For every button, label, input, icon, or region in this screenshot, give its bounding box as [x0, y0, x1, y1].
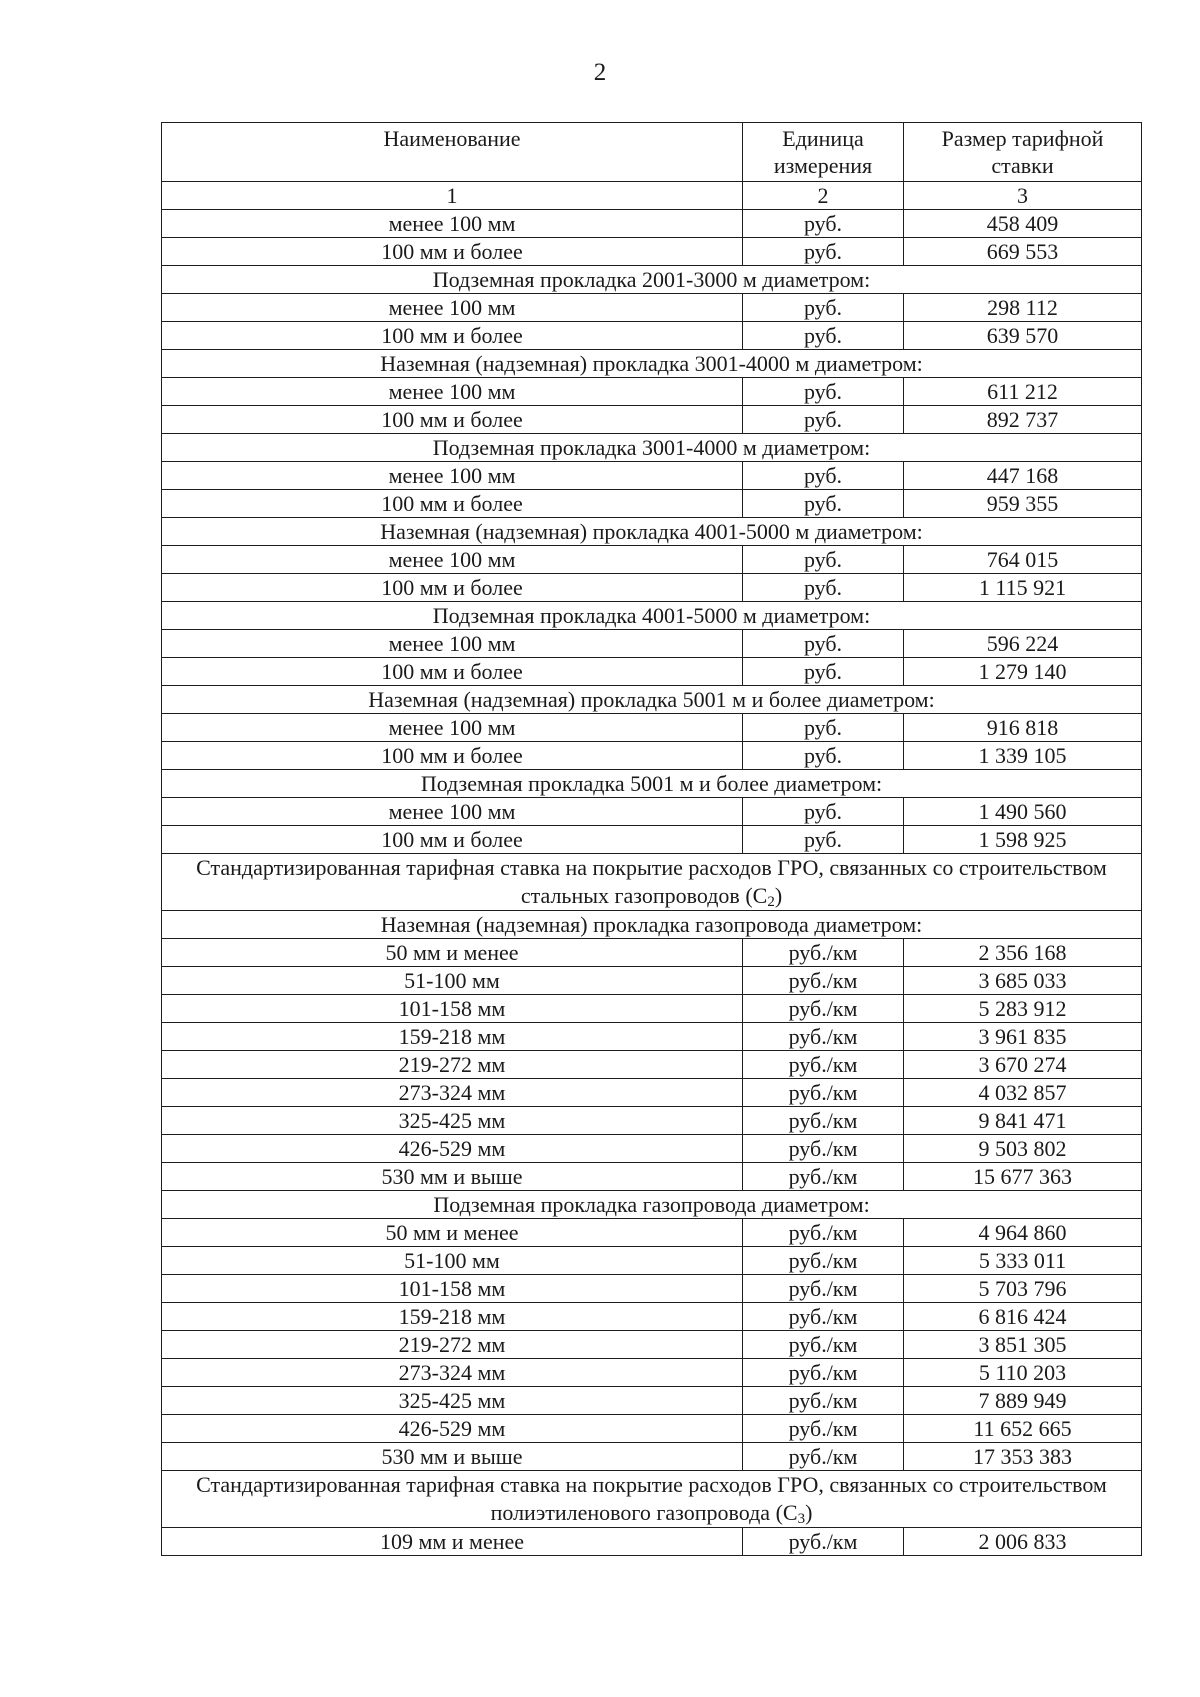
row-name-cell: менее 100 мм — [162, 378, 743, 406]
column-number: 3 — [904, 182, 1142, 210]
table-row — [162, 630, 1142, 658]
row-unit-cell: руб. — [743, 322, 904, 350]
row-name-cell: 100 мм и более — [162, 826, 743, 854]
row-unit-cell: руб. — [743, 658, 904, 686]
row-value-cell: 764 015 — [904, 546, 1142, 574]
section-title — [162, 1191, 1142, 1219]
row-value-cell: 447 168 — [904, 462, 1142, 490]
section-title-subscript: 2 — [767, 894, 775, 910]
row-unit-cell: руб./км — [743, 1107, 904, 1135]
row-unit-cell: руб./км — [743, 1387, 904, 1415]
table-row — [162, 1163, 1142, 1191]
row-name-cell: 219-272 мм — [162, 1051, 743, 1079]
row-value-cell: 596 224 — [904, 630, 1142, 658]
table-row — [162, 1247, 1142, 1275]
table-row — [162, 1023, 1142, 1051]
row-value-cell: 2 006 833 — [904, 1528, 1142, 1556]
section-title — [162, 911, 1142, 939]
row-value-cell: 3 685 033 — [904, 967, 1142, 995]
table-row — [162, 490, 1142, 518]
row-value-cell: 1 339 105 — [904, 742, 1142, 770]
table-row — [162, 1219, 1142, 1247]
row-unit-cell: руб. — [743, 826, 904, 854]
section-header-row — [162, 602, 1142, 630]
row-name-cell: 100 мм и более — [162, 322, 743, 350]
table-row — [162, 742, 1142, 770]
row-unit-cell: руб./км — [743, 1023, 904, 1051]
section-title — [162, 854, 1142, 911]
section-title-text: Подземная прокладка газопровода диаметром: — [433, 1192, 870, 1217]
section-title — [162, 434, 1142, 462]
row-unit-cell: руб. — [743, 742, 904, 770]
row-name-cell: 325-425 мм — [162, 1107, 743, 1135]
row-name-cell: 426-529 мм — [162, 1135, 743, 1163]
row-unit-cell: руб./км — [743, 939, 904, 967]
row-unit-cell: руб. — [743, 546, 904, 574]
section-title — [162, 1471, 1142, 1528]
section-title — [162, 602, 1142, 630]
row-unit-cell: руб./км — [743, 1331, 904, 1359]
section-header-row — [162, 518, 1142, 546]
row-value-cell: 9 503 802 — [904, 1135, 1142, 1163]
row-name-cell: 50 мм и менее — [162, 1219, 743, 1247]
row-unit-cell: руб. — [743, 238, 904, 266]
row-value-cell: 1 115 921 — [904, 574, 1142, 602]
row-unit-cell: руб./км — [743, 1443, 904, 1471]
row-name-cell: 100 мм и более — [162, 406, 743, 434]
section-title — [162, 350, 1142, 378]
row-unit-cell: руб./км — [743, 1247, 904, 1275]
table-row — [162, 1443, 1142, 1471]
row-unit-cell: руб. — [743, 406, 904, 434]
table-row — [162, 1135, 1142, 1163]
section-header-row — [162, 686, 1142, 714]
section-title-text: Стандартизированная тарифная ставка на покрытие расходов ГРО, связанных со строительством полиэтиленового газопровода (С — [196, 1472, 1107, 1525]
row-name-cell: менее 100 мм — [162, 714, 743, 742]
row-name-cell: 426-529 мм — [162, 1415, 743, 1443]
row-name-cell: 101-158 мм — [162, 995, 743, 1023]
page-number: 2 — [593, 59, 607, 86]
table-row — [162, 1303, 1142, 1331]
row-unit-cell: руб./км — [743, 1528, 904, 1556]
row-unit-cell: руб. — [743, 294, 904, 322]
row-name-cell: 530 мм и выше — [162, 1443, 743, 1471]
section-title — [162, 686, 1142, 714]
table-row — [162, 1415, 1142, 1443]
section-title-row — [162, 854, 1142, 911]
row-unit-cell: руб./км — [743, 1219, 904, 1247]
row-unit-cell: руб. — [743, 798, 904, 826]
row-value-cell: 892 737 — [904, 406, 1142, 434]
section-title — [162, 518, 1142, 546]
row-name-cell: 273-324 мм — [162, 1079, 743, 1107]
row-unit-cell: руб./км — [743, 967, 904, 995]
table-row — [162, 1359, 1142, 1387]
header-unit: Единица измерения — [743, 123, 904, 182]
row-value-cell: 15 677 363 — [904, 1163, 1142, 1191]
row-name-cell: 51-100 мм — [162, 1247, 743, 1275]
row-name-cell: менее 100 мм — [162, 630, 743, 658]
row-name-cell: 100 мм и более — [162, 658, 743, 686]
section-title-row — [162, 1471, 1142, 1528]
row-name-cell: менее 100 мм — [162, 210, 743, 238]
column-number: 1 — [162, 182, 743, 210]
section-title-text: Наземная (надземная) прокладка 5001 м и более диаметром: — [368, 687, 935, 712]
table-row — [162, 1051, 1142, 1079]
section-title-text: Подземная прокладка 2001-3000 м диаметром: — [432, 267, 871, 292]
table-row — [162, 1528, 1142, 1556]
column-number: 2 — [743, 182, 904, 210]
row-unit-cell: руб./км — [743, 1415, 904, 1443]
row-value-cell: 669 553 — [904, 238, 1142, 266]
row-unit-cell: руб. — [743, 574, 904, 602]
row-value-cell: 11 652 665 — [904, 1415, 1142, 1443]
row-name-cell: 51-100 мм — [162, 967, 743, 995]
section-header-row — [162, 266, 1142, 294]
row-unit-cell: руб. — [743, 630, 904, 658]
section-title-text: Подземная прокладка 3001-4000 м диаметром: — [432, 435, 871, 460]
row-unit-cell: руб./км — [743, 1051, 904, 1079]
row-value-cell: 3 961 835 — [904, 1023, 1142, 1051]
table-row — [162, 1387, 1142, 1415]
row-unit-cell: руб. — [743, 462, 904, 490]
table-row — [162, 967, 1142, 995]
table-row — [162, 574, 1142, 602]
header-rate: Размер тарифной ставки — [904, 123, 1142, 182]
table-row — [162, 406, 1142, 434]
row-value-cell: 5 333 011 — [904, 1247, 1142, 1275]
row-name-cell: 219-272 мм — [162, 1331, 743, 1359]
row-name-cell: 159-218 мм — [162, 1023, 743, 1051]
row-unit-cell: руб. — [743, 714, 904, 742]
row-value-cell: 458 409 — [904, 210, 1142, 238]
row-name-cell: менее 100 мм — [162, 294, 743, 322]
row-name-cell: 101-158 мм — [162, 1275, 743, 1303]
table-row — [162, 939, 1142, 967]
row-value-cell: 5 283 912 — [904, 995, 1142, 1023]
section-title-text: Подземная прокладка 4001-5000 м диаметром: — [432, 603, 871, 628]
row-name-cell: 100 мм и более — [162, 574, 743, 602]
table-row — [162, 238, 1142, 266]
table-row — [162, 995, 1142, 1023]
table-row — [162, 826, 1142, 854]
row-value-cell: 916 818 — [904, 714, 1142, 742]
row-name-cell: менее 100 мм — [162, 546, 743, 574]
row-value-cell: 298 112 — [904, 294, 1142, 322]
table-row — [162, 294, 1142, 322]
row-unit-cell: руб. — [743, 210, 904, 238]
row-name-cell: 159-218 мм — [162, 1303, 743, 1331]
section-title-tail: ) — [774, 883, 783, 908]
section-header-row — [162, 770, 1142, 798]
row-name-cell: 100 мм и более — [162, 238, 743, 266]
row-unit-cell: руб. — [743, 378, 904, 406]
row-unit-cell: руб./км — [743, 1275, 904, 1303]
row-unit-cell: руб./км — [743, 995, 904, 1023]
row-name-cell: 530 мм и выше — [162, 1163, 743, 1191]
row-value-cell: 7 889 949 — [904, 1387, 1142, 1415]
table-row — [162, 1107, 1142, 1135]
row-value-cell: 3 670 274 — [904, 1051, 1142, 1079]
row-value-cell: 5 110 203 — [904, 1359, 1142, 1387]
table-row — [162, 378, 1142, 406]
row-name-cell: 100 мм и более — [162, 742, 743, 770]
row-name-cell: 100 мм и более — [162, 490, 743, 518]
row-value-cell: 639 570 — [904, 322, 1142, 350]
row-unit-cell: руб. — [743, 490, 904, 518]
row-unit-cell: руб./км — [743, 1163, 904, 1191]
row-value-cell: 3 851 305 — [904, 1331, 1142, 1359]
table-row — [162, 546, 1142, 574]
row-value-cell: 1 490 560 — [904, 798, 1142, 826]
section-title — [162, 770, 1142, 798]
section-header-row — [162, 434, 1142, 462]
section-header-row — [162, 1191, 1142, 1219]
row-name-cell: 50 мм и менее — [162, 939, 743, 967]
section-header-row — [162, 350, 1142, 378]
row-value-cell: 17 353 383 — [904, 1443, 1142, 1471]
section-title-subscript: 3 — [797, 1511, 806, 1527]
row-name-cell: 325-425 мм — [162, 1387, 743, 1415]
row-unit-cell: руб./км — [743, 1079, 904, 1107]
section-title-text: Наземная (надземная) прокладка 3001-4000 м диаметром: — [380, 351, 923, 376]
header-name: Наименование — [162, 123, 743, 182]
section-title-text: Наземная (надземная) прокладка газопровода диаметром: — [380, 912, 923, 937]
table-row — [162, 798, 1142, 826]
row-value-cell: 2 356 168 — [904, 939, 1142, 967]
table-header-row — [162, 123, 1142, 182]
row-value-cell: 5 703 796 — [904, 1275, 1142, 1303]
table-row — [162, 462, 1142, 490]
table-row — [162, 1275, 1142, 1303]
row-name-cell: 273-324 мм — [162, 1359, 743, 1387]
tariff-table — [161, 122, 1142, 1556]
row-value-cell: 4 964 860 — [904, 1219, 1142, 1247]
row-unit-cell: руб./км — [743, 1303, 904, 1331]
row-value-cell: 1 598 925 — [904, 826, 1142, 854]
row-name-cell: менее 100 мм — [162, 798, 743, 826]
row-value-cell: 9 841 471 — [904, 1107, 1142, 1135]
row-name-cell: менее 100 мм — [162, 462, 743, 490]
table-row — [162, 1079, 1142, 1107]
section-title — [162, 266, 1142, 294]
section-title-tail: ) — [805, 1500, 813, 1525]
column-number-row — [162, 182, 1142, 210]
row-name-cell: 109 мм и менее — [162, 1528, 743, 1556]
table-row — [162, 210, 1142, 238]
row-unit-cell: руб./км — [743, 1135, 904, 1163]
row-value-cell: 611 212 — [904, 378, 1142, 406]
row-value-cell: 6 816 424 — [904, 1303, 1142, 1331]
section-header-row — [162, 911, 1142, 939]
table-row — [162, 1331, 1142, 1359]
table-row — [162, 658, 1142, 686]
row-value-cell: 959 355 — [904, 490, 1142, 518]
row-value-cell: 4 032 857 — [904, 1079, 1142, 1107]
table-row — [162, 714, 1142, 742]
section-title-text: Стандартизированная тарифная ставка на покрытие расходов ГРО, связанных со строительством стальных газопроводов (С — [196, 855, 1107, 908]
section-title-text: Наземная (надземная) прокладка 4001-5000 м диаметром: — [380, 519, 923, 544]
row-unit-cell: руб./км — [743, 1359, 904, 1387]
section-title-text: Подземная прокладка 5001 м и более диаметром: — [420, 771, 883, 796]
row-value-cell: 1 279 140 — [904, 658, 1142, 686]
table-row — [162, 322, 1142, 350]
